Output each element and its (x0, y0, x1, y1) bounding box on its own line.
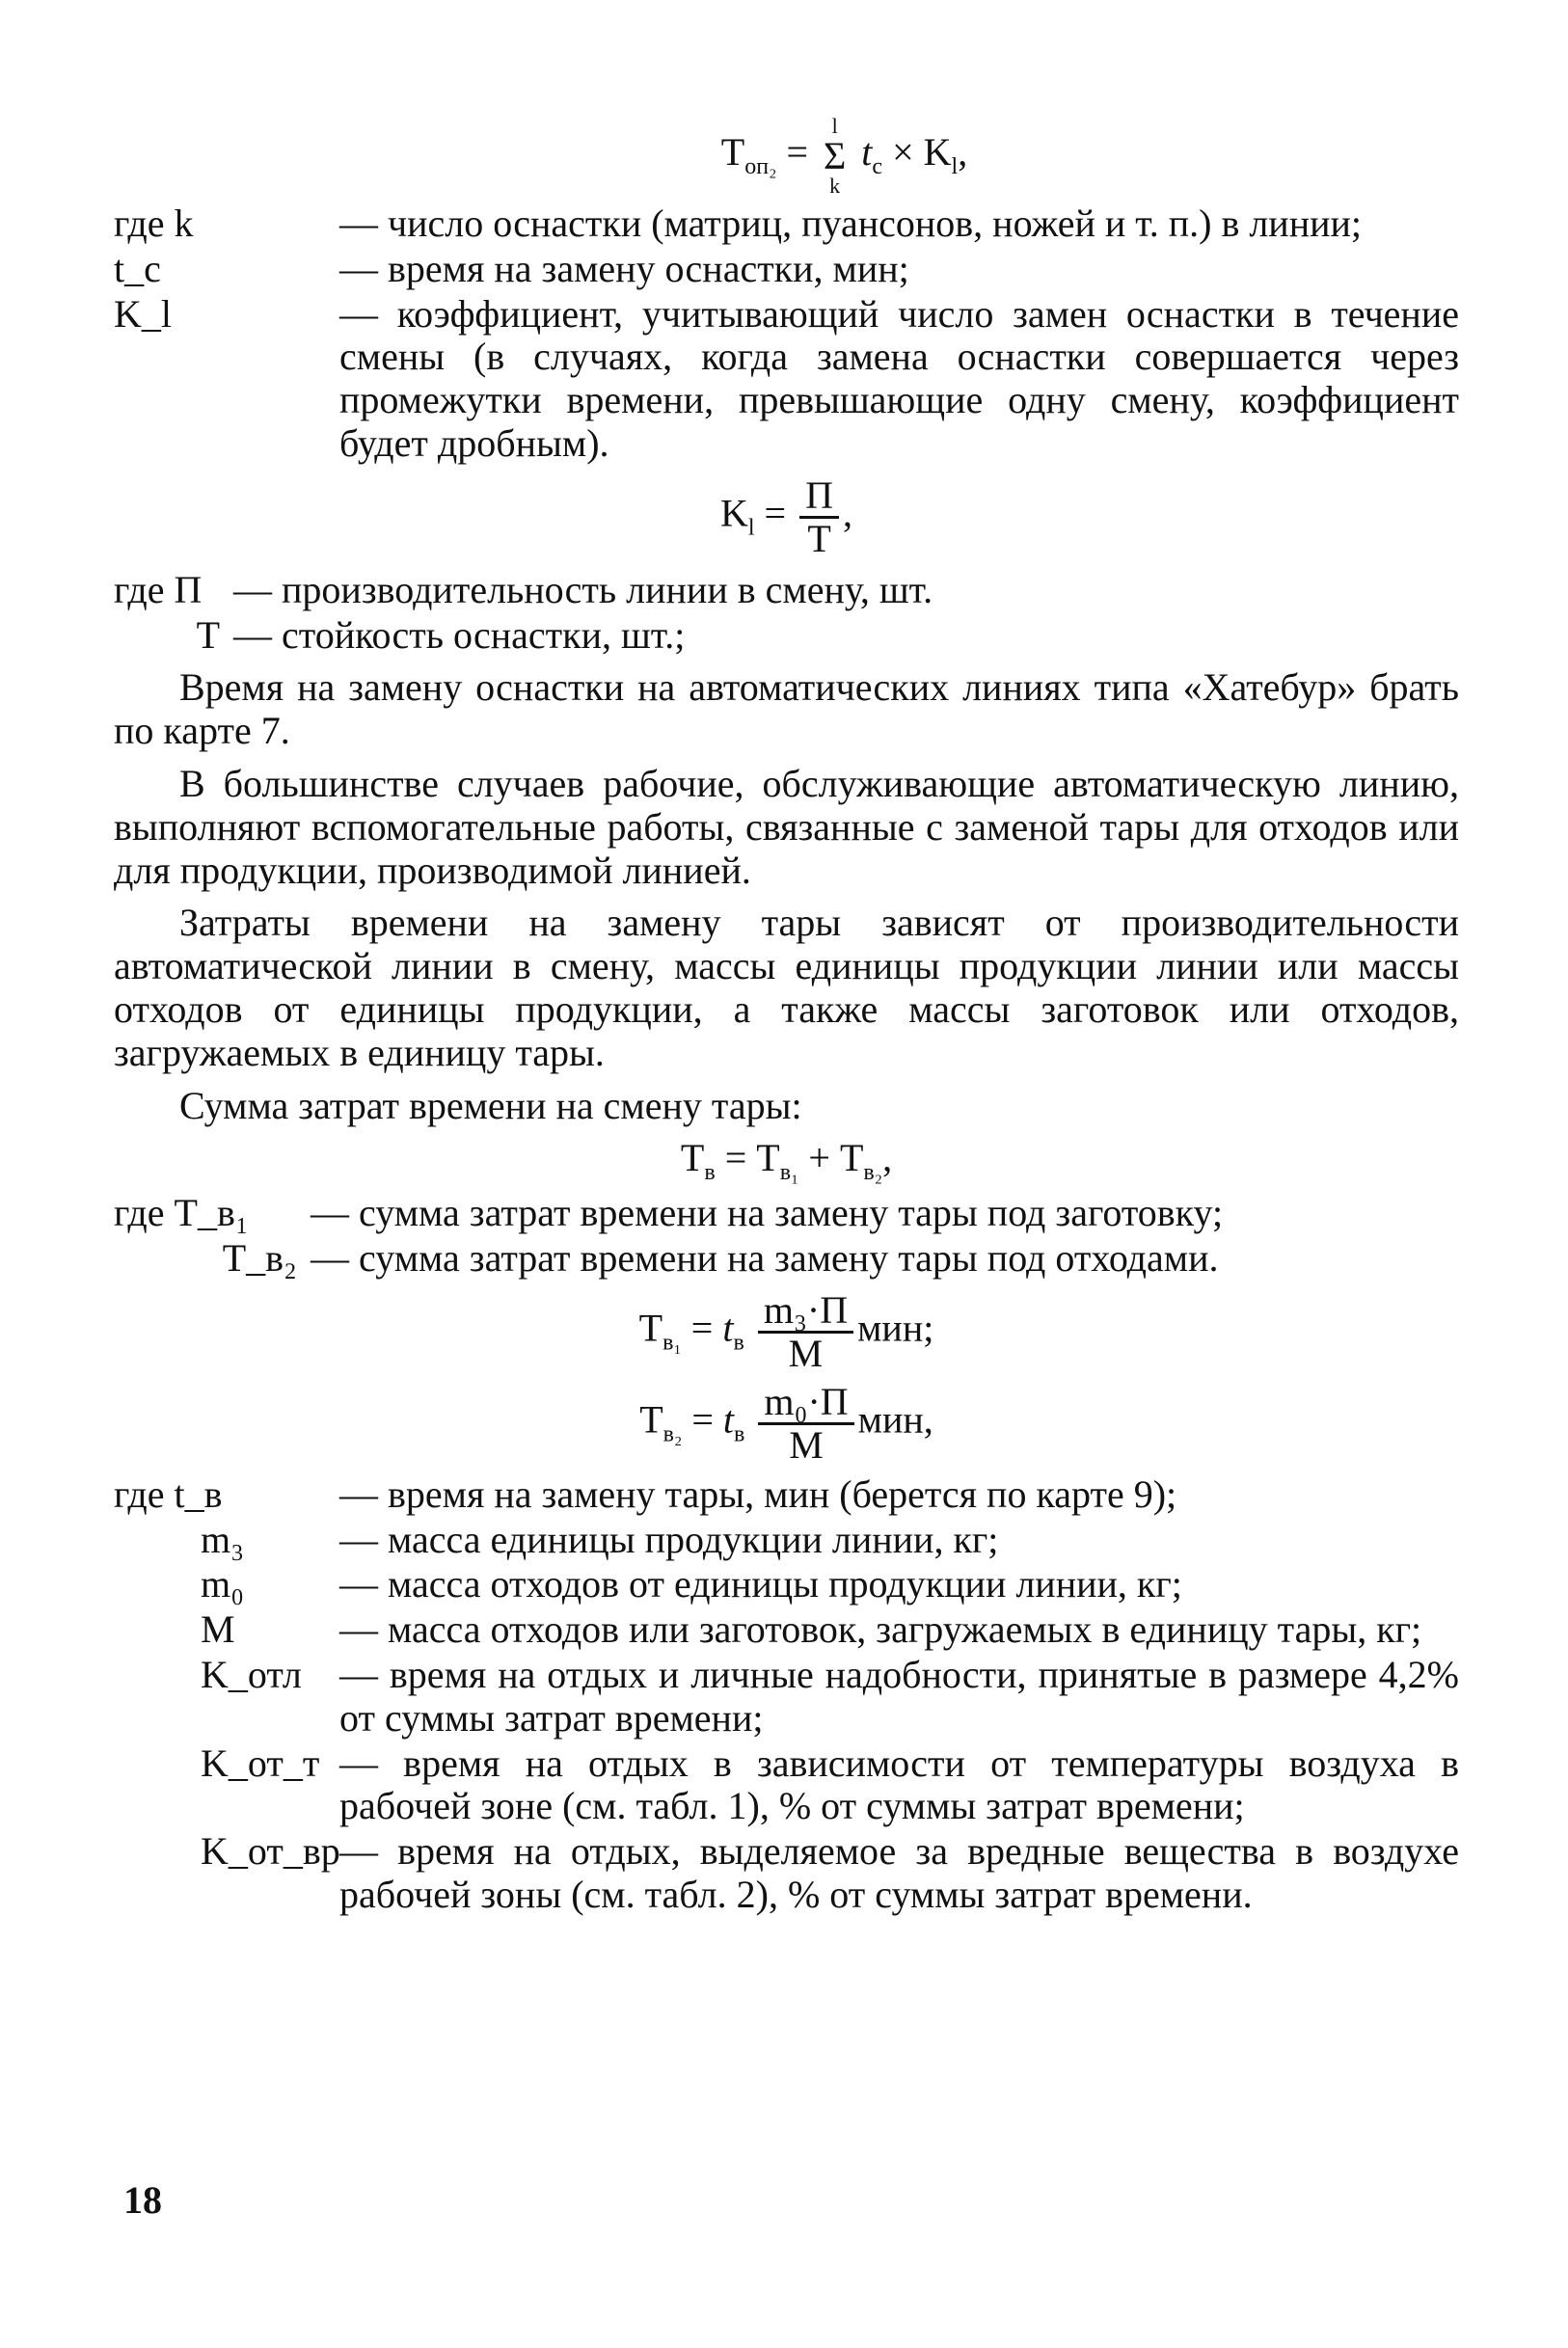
formula-symbol: T (638, 1306, 663, 1350)
fraction (758, 1287, 853, 1375)
formula-unit: мин, (857, 1397, 933, 1442)
formula-punct: , (882, 1136, 893, 1180)
def-text: — время на замену оснастки, мин; (339, 246, 909, 290)
formula-tv1 (114, 1287, 1459, 1375)
formula-symbol: t (722, 1306, 734, 1350)
paragraph: Сумма затрат времени на смену тары: (179, 1083, 802, 1127)
def-text: — стойкость оснастки, шт.; (233, 612, 686, 657)
formula-symbol: t (722, 1397, 735, 1442)
fraction-numerator: m₀·П (758, 1382, 853, 1425)
def-text: — время на отдых и личные надобности, принятые в размере 4,2% от суммы затрат времени; (339, 1653, 1459, 1740)
equals-sign: = (764, 491, 787, 535)
def-symbol: m₀ (201, 1562, 245, 1606)
paragraph: Затраты времени на замену тары зависят от производительности автоматической линии в смену, массы единицы продукции линии или массы отходов от единицы продукции, а также массы заготовок или отходов, загружаемых в единицу тары. (114, 901, 1459, 1074)
paragraph: В большинстве случаев рабочие, обслуживающие автоматическую линию, выполняют вспомогательные работы, связанные с заменой тары для отходов или для продукции, производимой линией. (114, 761, 1459, 892)
def-symbol: t_c (114, 246, 161, 290)
def-text: — время на отдых в зависимости от температуры воздуха в рабочей зоне (см. табл. 1), % от суммы затрат времени; (339, 1741, 1459, 1828)
equals-sign: = (724, 1136, 747, 1180)
formula-punct: , (958, 130, 968, 175)
definitions-1 (114, 202, 1459, 466)
definitions-2 (114, 569, 1459, 658)
def-text: — число оснастки (матриц, пуансонов, ножей и т. п.) в линии; (339, 202, 1363, 245)
equals-sign: = (691, 1397, 714, 1442)
def-symbol: где П (114, 567, 203, 611)
def-symbol: K_от_вр (201, 1829, 340, 1874)
def-symbol: где k (114, 202, 194, 245)
formula-subscript: в₁ (779, 1160, 799, 1186)
formula-subscript: в₂ (662, 1421, 683, 1447)
formula-subscript: l (951, 154, 959, 180)
def-symbol: K_отл (201, 1653, 302, 1696)
def-text: — производительность линии в смену, шт. (233, 567, 933, 611)
fraction-numerator: П (799, 475, 839, 519)
definitions-3 (114, 1192, 1459, 1281)
def-symbol: K_l (114, 291, 172, 336)
def-symbol: K_от_т (201, 1741, 320, 1785)
formula-symbol: T (639, 1397, 663, 1442)
def-text: — время на замену тары, мин (берется по карте 9); (339, 1471, 1177, 1516)
fraction-numerator: m₃·П (758, 1290, 853, 1334)
def-symbol: T (196, 612, 220, 657)
formula-symbol: T (839, 1136, 864, 1180)
page-content (114, 116, 1459, 1927)
formula-symbol: T (680, 1136, 705, 1180)
formula-subscript: в (734, 1421, 745, 1447)
formula-symbol: K (719, 491, 748, 535)
fraction (799, 472, 839, 560)
fraction-denominator: М (788, 1331, 824, 1375)
def-symbol: где t_в (114, 1471, 223, 1516)
paragraph: Время на замену оснастки на автоматических линиях типа «Хатебур» брать по карте 7. (114, 665, 1459, 753)
def-symbol: T_в₂ (222, 1236, 297, 1281)
plus-sign: + (808, 1136, 830, 1180)
sum-lower-limit: k (829, 174, 841, 198)
definitions-4 (114, 1473, 1459, 1917)
sum-operator (824, 116, 846, 197)
page-number: 18 (123, 2178, 162, 2222)
fraction (758, 1379, 853, 1467)
formula-subscript: в (704, 1160, 716, 1186)
fraction-denominator: T (807, 516, 831, 560)
sigma-sign: Σ (824, 134, 847, 177)
formula-symbol: T (756, 1136, 780, 1180)
def-text: — масса отходов от единицы продукции линии, кг; (339, 1562, 1182, 1606)
formula-symbol: T (720, 130, 745, 175)
formula-punct: , (843, 491, 852, 535)
def-symbol: m₃ (201, 1517, 245, 1561)
formula-tv2 (114, 1379, 1459, 1467)
formula-tv (114, 1137, 1459, 1186)
formula-subscript: в₁ (662, 1330, 682, 1356)
def-text: — масса единицы продукции линии, кг; (339, 1517, 999, 1561)
formula-subscript: оп₂ (744, 154, 777, 180)
formula-k (114, 472, 1459, 560)
def-symbol: где T_в₁ (114, 1191, 249, 1235)
formula-symbol: K (923, 130, 952, 175)
formula-symbol: t (861, 130, 873, 175)
def-text: — сумма затрат времени на замену тары под заготовку; (311, 1191, 1224, 1235)
times-sign: × (892, 130, 914, 175)
sum-upper-limit: l (831, 114, 838, 138)
formula-subscript: c (872, 154, 883, 180)
def-text: — коэффициент, учитывающий число замен оснастки в течение смены (в случаях, когда замена оснастки совершается через промежутки времени, превышающие одну смену, коэффициент будет дробным). (339, 291, 1459, 465)
def-text: — масса отходов или заготовок, загружаемых в единицу тары, кг; (339, 1607, 1422, 1652)
equals-sign: = (690, 1306, 714, 1350)
formula-unit: мин; (857, 1306, 934, 1350)
def-text: — сумма затрат времени на замену тары под отходами. (311, 1236, 1219, 1281)
def-symbol: М (201, 1607, 235, 1652)
formula-subscript: в₂ (863, 1160, 883, 1186)
fraction-denominator: М (789, 1422, 824, 1467)
formula-subscript: в (733, 1330, 744, 1356)
formula-subscript: l (747, 515, 755, 541)
def-text: — время на отдых, выделяемое за вредные вещества в воздухе рабочей зоны (см. табл. 2), % от суммы затрат времени. (339, 1829, 1459, 1916)
formula-top: $T_{оп_2}$ = l Σ k $t_c \times K_l$, (720, 114, 968, 198)
